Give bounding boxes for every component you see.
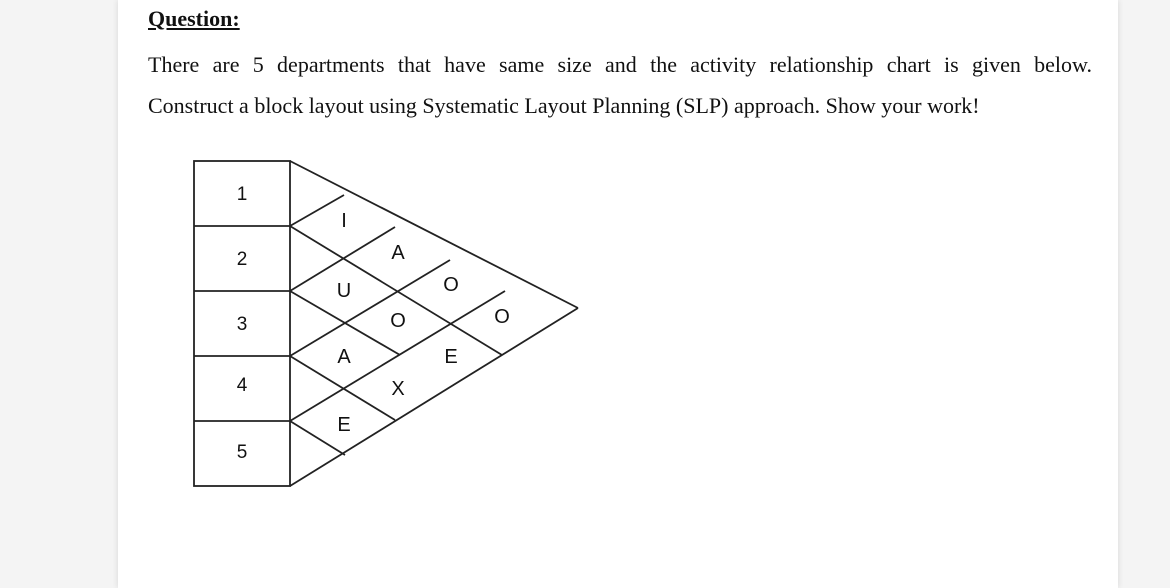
document-page bbox=[118, 0, 1118, 588]
question-line-1: There are 5 departments that have same size and the activity relationship chart is given below. bbox=[148, 52, 1092, 77]
department-label: 4 bbox=[236, 375, 248, 396]
grid-diagonal bbox=[290, 195, 344, 226]
department-label: 2 bbox=[236, 249, 248, 270]
relationship-code: O bbox=[494, 306, 510, 328]
relationship-code: E bbox=[444, 346, 458, 368]
question-line-2: Construct a block layout using Systematic Layout Planning (SLP) approach. Show your work! bbox=[148, 93, 980, 118]
relationship-code: I bbox=[341, 210, 347, 232]
question-text bbox=[148, 44, 1092, 126]
relationship-code: A bbox=[337, 346, 351, 368]
triangle-top-edge bbox=[290, 161, 578, 308]
department-label: 3 bbox=[236, 314, 248, 335]
department-label: 5 bbox=[236, 442, 248, 463]
relationship-code: A bbox=[391, 242, 405, 264]
relationship-code: X bbox=[391, 378, 405, 400]
activity-relationship-chart bbox=[190, 155, 590, 495]
relationship-code: U bbox=[336, 280, 352, 302]
question-heading: Question: bbox=[148, 6, 240, 31]
relationship-code: O bbox=[443, 274, 459, 296]
relationship-code: O bbox=[390, 310, 406, 332]
relationship-code: E bbox=[337, 414, 351, 436]
department-label: 1 bbox=[236, 184, 248, 205]
